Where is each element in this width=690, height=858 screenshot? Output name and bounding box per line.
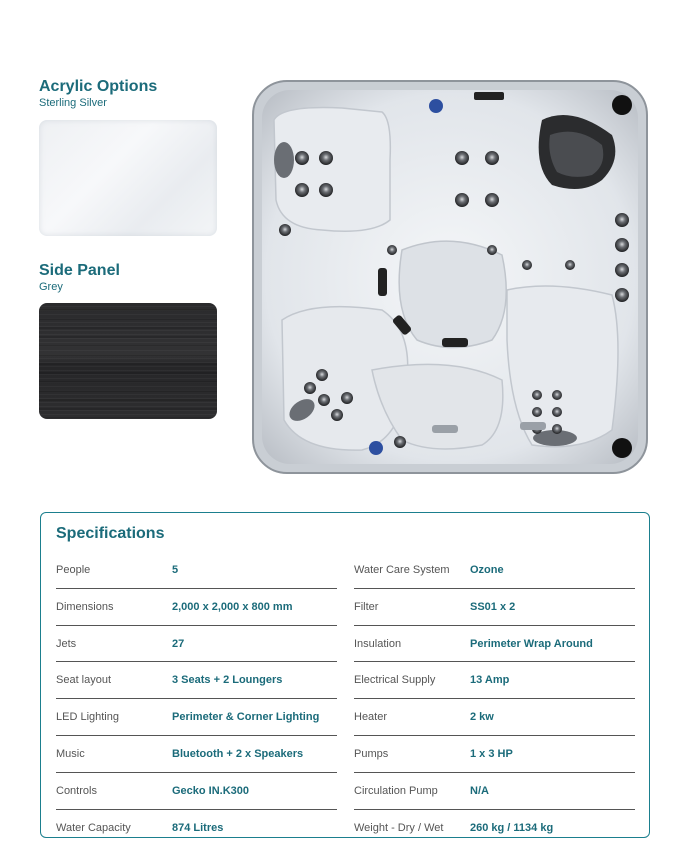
spec-label: Circulation Pump xyxy=(354,784,438,797)
acrylic-color-name: Sterling Silver xyxy=(39,97,107,109)
spec-row xyxy=(354,589,635,626)
acrylic-options-title: Acrylic Options xyxy=(39,78,158,95)
spec-label: Seat layout xyxy=(56,674,112,687)
spec-row xyxy=(56,736,337,773)
spec-row xyxy=(354,773,635,810)
spec-value: N/A xyxy=(470,784,489,797)
spec-value: 3 Seats + 2 Loungers xyxy=(172,674,283,687)
spec-value: Perimeter & Corner Lighting xyxy=(172,711,320,724)
spec-row xyxy=(354,626,635,663)
hot-tub-image xyxy=(252,80,648,474)
spec-value: Perimeter Wrap Around xyxy=(470,637,593,650)
spec-value: 260 kg / 1134 kg xyxy=(470,821,554,834)
spec-label: Electrical Supply xyxy=(354,674,436,687)
side-panel-color-name: Grey xyxy=(39,281,63,293)
spec-label: Pumps xyxy=(354,747,389,760)
spec-value: Bluetooth + 2 x Speakers xyxy=(172,747,304,760)
specifications-title: Specifications xyxy=(56,525,165,542)
spec-label: Water Care System xyxy=(354,564,450,576)
spec-value: 1 x 3 HP xyxy=(470,747,513,760)
spec-column-right xyxy=(354,552,635,845)
side-panel-title: Side Panel xyxy=(39,262,120,279)
spec-row xyxy=(354,810,635,846)
spec-value: 2 kw xyxy=(470,711,494,724)
spec-value: 2,000 x 2,000 x 800 mm xyxy=(172,600,293,613)
spec-row xyxy=(56,699,337,736)
spec-row xyxy=(354,552,635,589)
spec-value: Ozone xyxy=(470,564,504,576)
spec-label: Jets xyxy=(56,637,77,650)
spec-label: People xyxy=(56,564,91,576)
spec-label: Weight - Dry / Wet xyxy=(354,821,444,834)
spec-row xyxy=(56,810,337,846)
spec-row xyxy=(354,699,635,736)
spec-label: Heater xyxy=(354,711,388,724)
spec-value: SS01 x 2 xyxy=(470,600,516,613)
spec-row xyxy=(56,773,337,810)
spec-label: Water Capacity xyxy=(56,821,131,834)
spec-value: 5 xyxy=(172,564,179,576)
spec-label: Controls xyxy=(56,784,97,797)
side-panel-swatch xyxy=(39,303,217,419)
spec-row xyxy=(354,736,635,773)
spec-value: 27 xyxy=(172,637,185,650)
spec-value: 13 Amp xyxy=(470,674,510,687)
spec-row xyxy=(56,589,337,626)
spec-value: Gecko IN.K300 xyxy=(172,784,250,797)
spec-row xyxy=(56,662,337,699)
spec-row xyxy=(56,626,337,663)
spec-label: Insulation xyxy=(354,637,402,650)
spec-label: Filter xyxy=(354,600,379,613)
spec-row xyxy=(354,662,635,699)
spec-row xyxy=(56,552,337,589)
acrylic-swatch xyxy=(39,120,217,236)
spec-label: LED Lighting xyxy=(56,711,119,724)
spec-value: 874 Litres xyxy=(172,821,224,834)
spec-label: Music xyxy=(56,747,85,760)
specifications-panel xyxy=(40,512,650,838)
spec-label: Dimensions xyxy=(56,600,114,613)
spec-column-left xyxy=(56,552,337,845)
